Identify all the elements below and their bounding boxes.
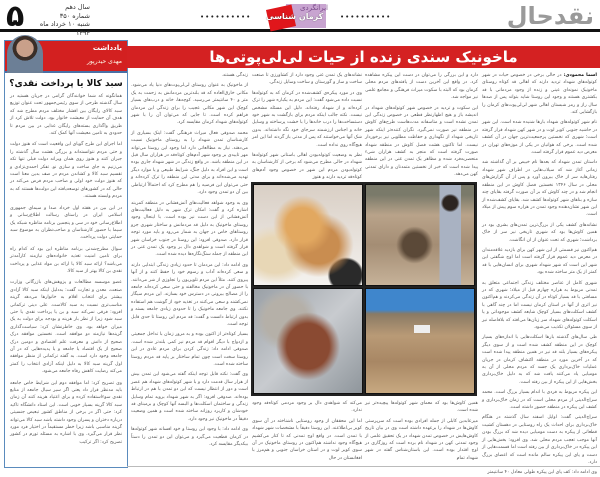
paragraph: وی به وجود شواهد فعالیت‌های آتش‌فشانی در منطقه کمربند اشاره کرد و گفت: امکان ترک شهر به دلیل فعالیت‌های آتش‌فشانی از این دست نیز بوده است. با اینحال وجود روستای ماخونیک به دلیل قد مردمانش و ساختار شهری جزو روستاهای خاص در جهان به شمار می‌رود و باید مورد توجه قرار دارد. صدوقی افزود: این روستا در جنوب خراسان شهر قرار گرفته است و شواهدی دال بر وجود یک تمدن غنی در این منطقه از جمله سنگ‌نگاره‌ها دیده شده است. (131, 200, 248, 258)
decorative-dots-left: •••••••••• (200, 13, 252, 21)
bottom-rule (127, 466, 600, 467)
paragraph: سراج‌الدینی گفت: اوایل اسفند سال گذشته در هنگام خاک‌برداری برای احداث یک راه روستایی در دهستان کشیت قطعاتی از پیکره به دست مومیایی دیده شد که بزرگ بودن آنها موجب تعجب مردم محلی شد. وی افزود: بخش‌هایی از این پیکره در خاک‌برداری از بین رفته است اما قسمت‌هایی از دست و پای این پیکره سالم مانده است که اعضای بزرگ دارد. (482, 415, 597, 465)
article-below-photo-right (365, 400, 478, 464)
photo-mummy-fragment (253, 288, 363, 394)
paragraph: اسما محمودی: در حالی برخی در خصوص حیات در شهر کوتوله‌های شهداد تردید دارند که اهالی قد کوتاه روستای ماخونیک نمونه‌ای عینی و زنده از وجود مردمانی با قد بکشتری هستند و وجود این روستا شاید بتواند پس از صدها سال راز و رمز شبستان اهالی شهر لی‌لی‌پوت‌های کرمان را بازگشایی کند. (482, 73, 597, 116)
paragraph: وی ادامه داد: این مردمان تا حدود زیادی زندگی ابتدایی دارند و سعی کرده‌اند آداب و رسوم خود را حفظ کنند و از آنها پیروی کنند. مثلاً این مردم تلویزیون را تجاوزی از شر می‌دانند. با حضور آن در ماخونیک مخالفند و حتی سعی کرده‌اند جامعه را از مصالح بیرونی در دسترس خود بسازند. این مردم سیگار نمی‌کشند و سعی می‌کنند در تغذیه خود از گوشت هم استفاده نکنند. وی جامعه ماخونیک را تا حدودی زیادی جامعه بسته و بدون ارتباط دانست و گفت: قد مردم این روستا تا حدی قابل توجه است. (131, 262, 248, 327)
paragraph: سوال مطرح‌شدنی برنامه مناظره این بود که کدام راه برای تامین امنیت تغذیه خانواده‌های نیازمند کارآمدتر می‌باشد؟ ارائه سبد کالا یا ارائه بن مواد غذایی و پرداخت نقدی بن کالا بهتر از سبد کالا. (10, 246, 122, 274)
issue-info (32, 3, 90, 37)
paragraph: اما این محققان از وجود روستایی ناشناخته در آن سوی کویر بی‌اطلاعند. این روستا دقیقاً با مشخصات شهر شهداد با تمدن است. در واقع اوج تمدنی که تا کنار می‌کشیم هیچ‌گاه وجود نداشته هم‌اکنون در روستای ماخونیک در آن سوی کویر لوت و در استان خراسان جنوبی و هم‌مرز با افغانستان در حال (252, 418, 362, 461)
photo-mummified-remains (253, 184, 363, 286)
paragraph: وی ادامه داد: با وجود این روستا و خود افسانه شهر کوتوله‌ها در کرمان قطعیت می‌گیرد و می‌توان این دو تمدن را دستاً بیکدیگر مقایسه کرد. (131, 427, 248, 448)
paragraph: وی در مورد پیکره‌ی کشف‌شده در کرمان که به کوتوله‌ها نسبت داده می‌شود گفت: این مردم به یکباره شهر را ترک کرده‌اند و از شهداد رفته‌اند. دلیل این مسئله مشخص نیست. نکته جالب اینکه مردم برای بازگشت به شهر خود دستساخت‌ها را درب خانه‌ها را با خشت پرساخته و وسایل خانه و اجناس ارزشمند سرجای خود نگه داشته‌اند. بدون شک آنها می‌خواستند که پس از مدتی باز گردند اما این امر هیچ‌گاه روی نداده است. (252, 90, 362, 148)
article-column-3 (252, 72, 362, 180)
opinion-sidebar (4, 40, 128, 468)
section-badge-label: کرمان شناسی (266, 12, 324, 21)
paragraph: نام شهر کوتوله‌های شهداد بارها شنیده شده است. این شهر در حاشیه جنوبی کویر لوت و در شهر کهن شهداد قرار گرفته است؛ شهری که نخستین پرجمعیت‌ترین جهان در آن کشف شده است. برخی که هوانیان در یکی از موزه‌های تهران در معرض دید عموم قرار گرفته است. (482, 120, 597, 156)
paragraph: در این بین در هفته اول خرداد صدا و سیمای جمهوری اسلامی ایران در راستای رسالت اطلاع‌رسانی و اطلاع‌رسانی خود در سی و پنجمین برنامه مناظره شبکه یک سیما با حضور کارشناسان و صاحب‌نظران به موضوع سبد حمایتی دولت پرداخت. (10, 205, 122, 241)
headline-bar (127, 46, 600, 68)
issue-date: شنبه ۱۰ خرداد ماه ۱۳۹۳ (39, 20, 90, 37)
paragraph: می‌کند که شواهدی دال بر وجود مردمی کوتاه‌قد وجود ندارد. (252, 401, 362, 414)
lead-author: اسما محمودی: (563, 73, 597, 78)
opinion-header (5, 41, 127, 73)
paragraph: نشانه‌های کشف یکی از بزرگ‌ترین تمدن‌های بشری بود در همین کاوش‌ها بود که شهری تاریخی نیز سر از خاک برداشت؛ شهری که تحت عنوان از ان انگاشت. (482, 222, 597, 243)
paragraph: زندگی هستند. (221, 73, 248, 78)
section-badge (264, 1, 330, 30)
newspaper-logo: نقدحال (506, 2, 594, 30)
paragraph: میرعابدین کابلی از جمله افرادی بوده است که سرپرستی کاوش‌ها در شهداد را برعهده داشته است وی در بیان تاریخ کاوش‌هایش در خصوص تمدن شهداد در یک تحقیق علمی از وجود تمدنی کهن در شهداد نام برده است که روزگاری در اوج اقتدار بوده است. این باستان‌شناس گفته در شهر شهداد تمام (365, 418, 478, 461)
paragraph: این سکوت و تردید در خصوص شهر کوتوله‌های شهداد در اندیشه باز و هیچ اظهارنظر قطعی در خصوص زندگی این تمدن نشده است و متاسفانه مدت‌هاست طرح‌های کاوش در منطقه نیز صورت نمی‌گیرد. نگران کننده‌تر اینکه شهر تاریخی شهداد از نگهداری و حفاظت مطلوبی نیز برخوردار نیست. اما تاکنون هشت فصل کاوش در منطقه شهداد صورت گرفته است که منجر به کشف هزاران شیء منحصربه‌فرد شده و مظاهر یک تمدن غنی در این منطقه پیدا شده است که خبر از نخستین متمدنان و دارای تمدنی کهن می‌دهد. (365, 105, 478, 178)
article-column-1 (482, 72, 597, 476)
section-badge-small: ایرانگردی (300, 4, 328, 12)
article-headline: ماخونیک سندی زنده از حیات لی‌لی‌پوتی‌ها (209, 48, 518, 66)
paragraph: وی تصریح کرد: اما موافقه دوم این شرایط خاص جامعه باید مدنظر قرار داد یعنی اگر سیر سیال جامعه از منابع نقدی سوءاستفاده کرده و برای اعتیاد هزینه کنند آن زمان سبد کالا گزینه بسیار خوبی است. این استاد دانشگاه تاکید کرد: حتی اگر در برخی از مناطق کشور تبعیض جنسیتی درباره دختران و پسران وجود داشته باشد سبد کالا می‌تواند گزینه مناسبی باشد زیرا خطر مستقیماً در اختیار فرد مورد نظر قرار می‌گیرد. وی با اشاره به مسئله تورم در کشور تصریح کرد: اگر ترکیب (10, 380, 122, 445)
photo-excavation-site (365, 184, 475, 286)
opinion-body (5, 93, 127, 446)
paragraph: همانگونه که شما خوانندگان گرامی در جریان هستید در سال گذشته طرحی از سوی رئیس‌جمهور تحت عنوان توزیع سبد کالای رایگان بین اقشار مختلف مردم مطرح شد که هدف آن حمایت از معیشت خانوار بود. دولت تلاش کرد از طریق واگذاری بسته‌های رایگان غذایی در بین مردم تا حدودی به تامین معیشت آنها کمک کند. (10, 94, 122, 137)
decorative-dots-right: •••••••••• (340, 13, 392, 21)
paragraph: از ماخونیک به عنوان روستای لی‌لی‌پوت‌های دنیا یاد می‌شود. مکانی خارق‌العاده که قد بلندترین مردمانش به زحمت به یک متر و ۴۰ سانتیمتر می‌رسید. کوچه‌ها، خانه و درب‌های بسیار کوچک این شهر مکانی عجیب را برای زندگی این مردمان فراهم کرده است. تا جایی که می‌توان آن را با شهر کوتوله‌های شهداد کرمان مقایسه کرد. (131, 83, 248, 126)
author-name: مهدی حیدرپور (87, 58, 122, 65)
paragraph: داستان تمدن شهداد که بعدها نام خبیص بر آن گذاشته شد زمانی آغاز شد که سیلاب‌هایی در اطراف شهر شهداد رفتارهایه سر از خاک بیرون آورد و پس از آن گزارش‌های محلی در سال ۱۳۴۶ نخستین فصل کاوش در این منطقه انجام شد و در چند کاوش که بر آن صورت گرفته بقایای چند سازه و بناهای شهر کوتوله‌ها کشف شد. بقایای کشف‌شده از این شهر نشان‌دهنده وجود تمدن در هزاره سوم پیش از میلاد است. (482, 160, 597, 218)
paragraph: همین کاوش‌ها بود که معمای شهر کوتوله‌ها پیچیده‌تر نیز شده است. (365, 401, 478, 414)
paragraph: بسیار کوتاه‌تر از اکنون بوده و به مرور زمان با تداخل جمعیتی و ازدواج با دیگر اقوام قد مردم نیز کمی بلندتر شده است. صدوقی ادامه داد: زندگی کردن برای مردم عادی در این روستا سخت است چون تمام ساختار بر پایه قد مردم روستا ساخته شده است. (131, 332, 248, 368)
masthead (0, 0, 600, 37)
issue-number: شماره ۳۵۰ (59, 11, 90, 20)
opinion-title: سبد کالا یا پرداخت نقدی؟ (9, 79, 123, 89)
paragraph: شهری کامل از عناصر مختلف زندگی اجتماعی متعلق به تمدنی مربوط به هزاره چهارم قبل از میلاد؛ شهری که در مسافتی با قد بسیار کوتاه در آن زندگی می‌کردند و هم‌اکنون نیز اثری از آنها در استان کرمان نیست اما در چند گاهی با کشف اسکلت‌های بسیار کوچک شایعه کشف موجوداتی و یا اسکلت کوتوله‌های شهداد سر زبان‌ها می‌افتد که بلافاصله نیز از سوی مسئولان تکذیب می‌شود. (482, 280, 597, 330)
photo-village-aerial (365, 288, 475, 394)
opinion-label: یادداشت (92, 44, 122, 52)
page-number: ۵ (6, 0, 25, 34)
paragraph: این پیکره مربوط به فردی با اندام بسیار بزرگ است. محمد سراج‌الدینی از مردم محلی است که در زمان خاک‌برداری و کشف این پیکره در منطقه حضور داشته است. (482, 390, 597, 411)
paragraph: دارد و این بزرگی را می‌توان در دست این پیکره مشاهده کرد. در واقع این آخرین دست از یافته‌های مردم محلی کرمان بود که البته با سکوت میراث فرهنگی و مجامع علمی نیز مواجه شد. (365, 73, 478, 101)
paragraph: اما اجرای این طرح گویای این واقعیت است که هنوز دولت و حتی مردم نتوانسته‌اند و بزرگی هشت سال گذشته را جبران کنند و هنوز روی همان ویرانه دولت قبلی تنها تکه می‌زنیم به جای ساخت و سازی نو. تفکر احمدی‌نژادی و تقسیم سبد کالا و کشاندن مردم در صف بدین معنا است که هنوز دولت خود اولی و صاحب مردم فرض می‌کند در حالی که در کشورهای توسعه‌یافته این دولت‌ها هستند که به مردم وابسته هستند. (10, 142, 122, 200)
paragraph: وی ادامه داد: کف پای این پیکره طولی معادل ۴۰ سانتیمتر (487, 470, 597, 476)
paragraph: نظر به وضعیت کوتوله‌بودن اهالی باستانی شهر کوتوله‌ها شهداد در حالی مطرح می‌شود که برخی از کارشناسان به کوتوله‌بودن مردم این شهر در خصوص وجود آدم‌های کوتاه‌قد تردید دارند و هنوز (252, 153, 362, 181)
paragraph: عضو موسسه مطالعات و پژوهش‌های بازرگانی وزارت صنعت، معدن و تجارت گفت: به‌دلیل اینکه سبد کالا آزادی بیشتر برای انتخاب اقلام به خانوارها می‌دهد گزینه مناسب‌تری نسبت به سبد کالاست. علی دینی ترکمانی افزود: فرقی نمی‌کند سبد و بن یا پرداخت نقدی یا حتی سبد شود زیرا از نظر بار هزینه و بودجه برای دولت به یک میزان خواهد بود. وی خاطرنشان کرد: سیاست‌گذاری گزینه‌ها نیازمند دو موافقه است. نخستین موافقه درک صحیح از دانش و معرفت علم اقتصادی و دومین درک صحیح از یک اقتصاد یا جامعه و یا پدیده‌هایی که در آن جامعه وجود دارد است. به گفته ترکمانی از منظر موافقه اول گزینه سبد کالا به دلیل اینکه آزادی انتخاب را کمتر می‌کند رضایت کاهش رفاه جامعه می‌شود. (10, 280, 122, 375)
issue-year: سال دهم (65, 3, 90, 11)
article-below-photo-left (252, 400, 362, 464)
paragraph: محمد صدوقی فعال میراث فرهنگی گفت: اینک بسیاری از کارشناسان تمدن شهداد را به روستای ماخونیک نسبت می‌دهند. نیاز به مطالعاتی دارد اما وجود این روستا می‌تواند مهر تاییدی بر وجود شهر آدم‌های کوتاه‌قد در هزاران سال قبل در این منطقه باشد. در واقع زندگی در شهر شهداد جاری بوده است و این افراد به دلیل جنگ، شرایط طبیعی و یا موارد دیگر تهدید می‌شده‌اند و برای مدتی این منطقه را ترک کرده‌اند و حتی می‌توان این فرضیه را هم مطرح کرد که احتمالاً ارتباطی بین آن دو تمدن وجود دارد. (131, 130, 248, 196)
photo-house (414, 325, 430, 333)
photo-grid (251, 182, 477, 396)
article-column-2 (365, 72, 478, 180)
article-column-4 (131, 72, 248, 464)
paragraph: وی گفت: نکته قابل توجه اینکه گفته می‌شود این تمدن بیش از هزار سال قدمت دارد و با شهر کوتوله‌های شهداد هم عصر است و دور از انتظار نیست که این دو تمدن با هم در ارتباط بوده‌اند. صدوقی افزود: اگر به شهر شهداد بروید تمام وسایل زندگی و ساختمان اسکلت‌ها و البسه آنها کوچک و برمبنای قد خودشان و کاربرد روزانه ساخته شده است و همین وضعیت دقیقاً در ماخونیک نیز وجود دارد. (131, 372, 248, 422)
author-photo (7, 35, 43, 73)
paragraph: طی سال‌های گذشته بارها اسکلت‌هایی با اندازه‌های بسیار کوچک در این منطقه کشف شده است و از سوی دیگر پیکره‌های بسیار بلند قد نیز در همین منطقه پیدا شده است که در آخرین مورد در منطقه اکتشاف کرمان در جریان عملیات خاک‌برداری یک جسد که مردم محلی از آن به مومیایی یاد می‌کنند یافت شد که به دلیل خاک‌برداری بخش‌هایی از این پیکره از بین رفته است. (482, 335, 597, 385)
paragraph: نشانه‌های یک تمدن غنی وجود دارد از کشاورزی تا صنعت ساخت و ساز و گورستان و ساخت وسایل زندگی. (252, 73, 362, 86)
paragraph: هم‌اکنون نیز قسمتی از این شهر کهن برای بازدید علاقه‌مندان در معرض دید عموم قرار گرفته است اما اوج شگفتی این شهر این است که شهر شهداد شهری برای انسان‌هایی با قد کمتر از یک متر ساخته شده بود. (482, 247, 597, 276)
